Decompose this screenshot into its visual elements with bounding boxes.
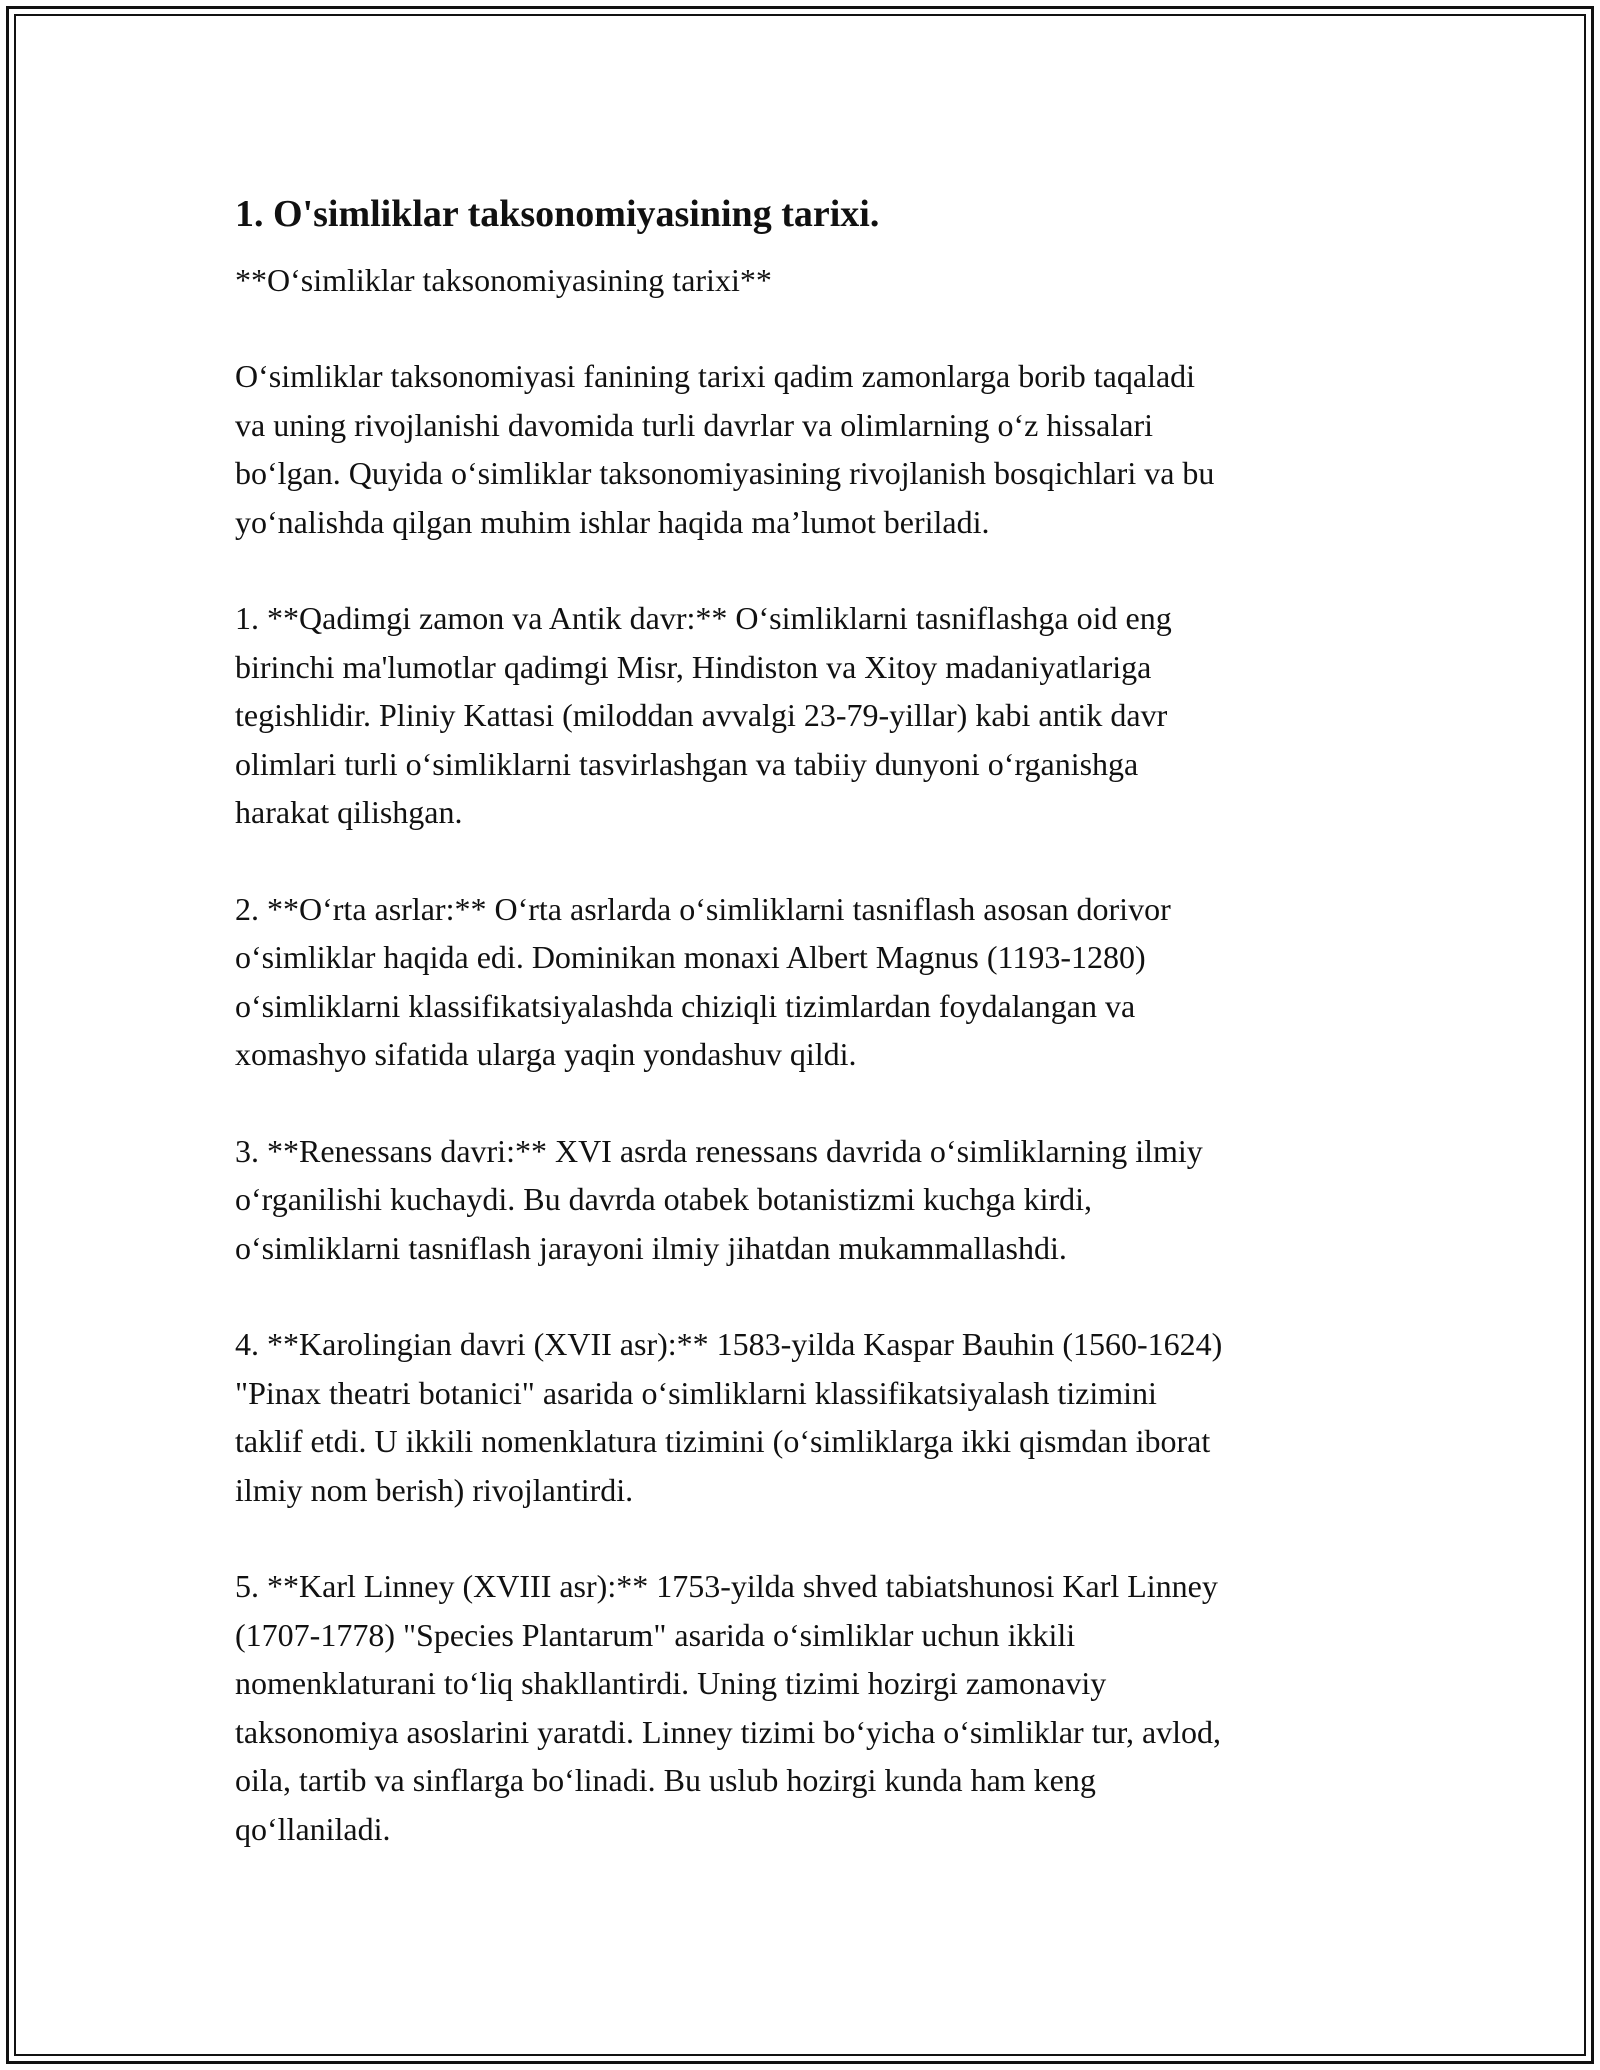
section-paragraph-2: 2. **O‘rta asrlar:** O‘rta asrlarda o‘simliklarni tasniflash asosan dorivor o‘simliklar haqida edi. Dominikan monaxi Albert Magnus (1193-1280) o‘simliklarni klassifikatsiyalashda chiziqli tizimlardan foydalangan va xomashyo sifatida ularga yaqin yondashuv qildi. [235, 890, 1171, 1072]
section-paragraph-4: 4. **Karolingian davri (XVII asr):** 1583-yilda Kaspar Bauhin (1560-1624) "Pinax theatri botanici" asarida o‘simliklarni klassifikatsiyalash tizimini taklif etdi. U ikkili nomenklatura tizimini (o‘simliklarga ikki qismdan iborat ilmiy nom berish) rivojlantirdi. [235, 1326, 1223, 1508]
document-subtitle: **O‘simliklar taksonomiyasining tarixi** [235, 262, 772, 298]
section-paragraph-5: 5. **Karl Linney (XVIII asr):** 1753-yilda shved tabiatshunosi Karl Linney (1707-1778) "Species Plantarum" asarida o‘simliklar uchun ikkili nomenklaturani to‘liq shakllantirdi. Uning tizimi hozirgi zamonaviy taksonomiya asoslarini yaratdi. Linney tizimi bo‘yicha o‘simliklar tur, avlod, oila, tartib va sinflarga bo‘linadi. Bu uslub hozirgi kunda ham keng qo‘llaniladi. [235, 1568, 1222, 1847]
section-paragraph-1: 1. **Qadimgi zamon va Antik davr:** O‘simliklarni tasniflashga oid eng birinchi ma'lumotlar qadimgi Misr, Hindiston va Xitoy madaniyatlariga tegishlidir. Pliniy Kattasi (miloddan avvalgi 23-79-yillar) kabi antik davr olimlari turli o‘simliklarni tasvirlashgan va tabiiy dunyoni o‘rganishga harakat qilishgan. [235, 600, 1172, 830]
document-body [235, 186, 1375, 1853]
section-paragraph-3: 3. **Renessans davri:** XVI asrda renessans davrida o‘simliklarning ilmiy o‘rganilishi kuchaydi. Bu davrda otabek botanistizmi kuchga kirdi, o‘simliklarni tasniflash jarayoni ilmiy jihatdan mukammallashdi. [235, 1132, 1203, 1266]
document-title: 1. O'simliklar taksonomiyasining tarixi. [235, 193, 880, 235]
intro-paragraph: O‘simliklar taksonomiyasi fanining tarixi qadim zamonlarga borib taqaladi va uning rivojlanishi davomida turli davrlar va olimlarning o‘z hissalari bo‘lgan. Quyida o‘simliklar taksonomiyasining rivojlanish bosqichlari va bu yo‘nalishda qilgan muhim ishlar haqida ma’lumot beriladi. [235, 358, 1215, 540]
